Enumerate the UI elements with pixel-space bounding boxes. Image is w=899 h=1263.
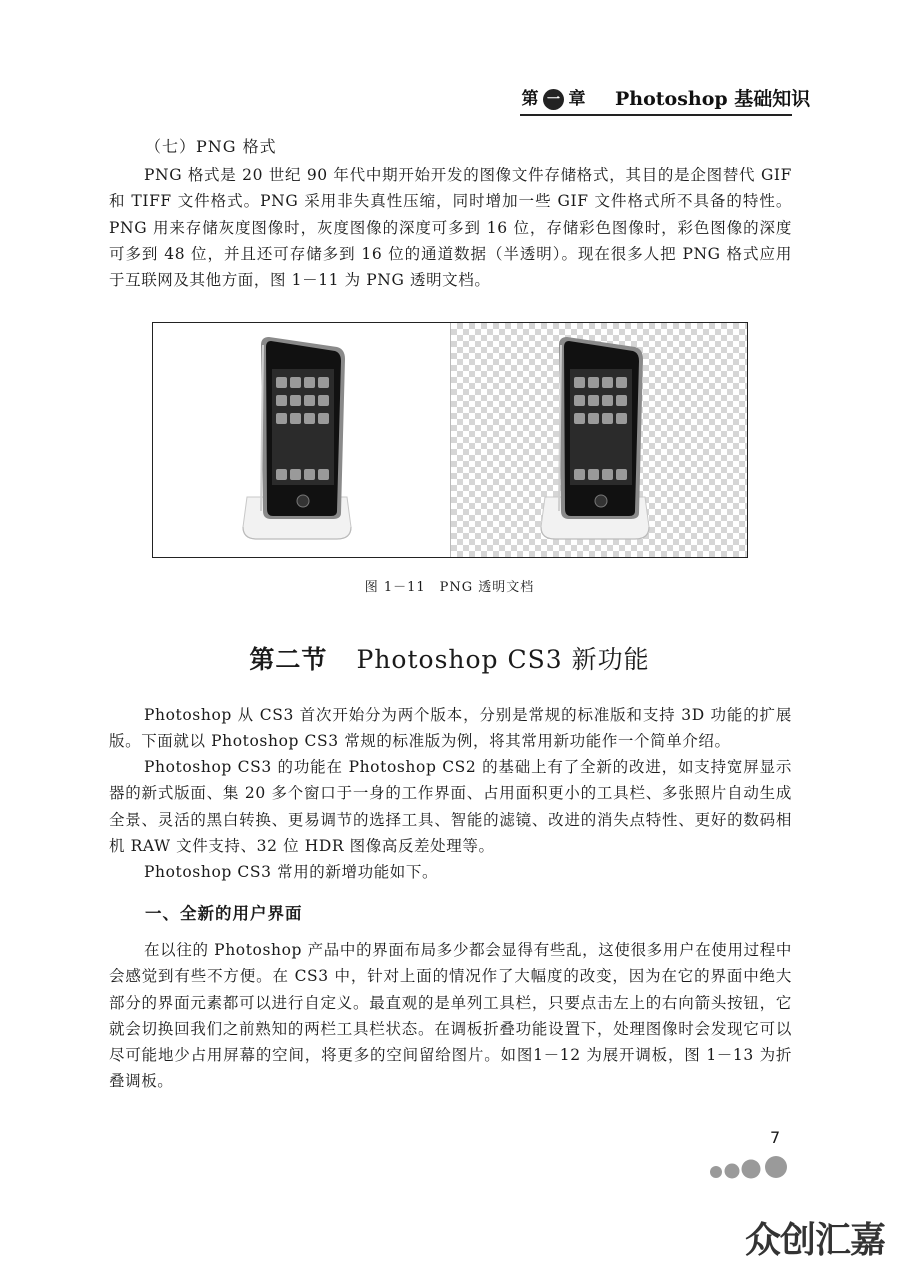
section-number: 第二节 [249,645,328,674]
paragraph-new-ui: 在以往的 Photoshop 产品中的界面布局多少都会显得有些乱，这使很多用户在使用过程中会感觉到有些不方便。在 CS3 中，针对上面的情况作了大幅度的改变，因为在它的界面中绝大部分的界面元素都可以进行自定义。最直观的是单列工具栏，只要点击左上的右向箭头按钮，它就会切换回我们之前熟知的两栏工具栏状态。在调板折叠功能设置下，处理图像时会发现它可以尽可能地少占用屏幕的空间，将更多的空间留给图片。如图1－12 为展开调板，图 1－13 为折叠调板。 [109,941,792,1091]
header-title: Photoshop 基础知识 [615,88,811,110]
chapter-prefix: 第 [521,89,539,109]
figure-panel-transparent-background [450,323,748,557]
chapter-suffix: 章 [568,89,586,109]
heading-new-ui: 一、全新的用户界面 [145,904,303,923]
page-decoration-dots [706,1152,796,1184]
paragraph-png: PNG 格式是 20 世纪 90 年代中期开始开发的图像文件存储格式，其目的是企图替代 GIF 和 TIFF 文件格式。PNG 采用非失真性压缩，同时增加一些 GIF 文件格式所不具备的特性。PNG 用来存储灰度图像时，灰度图像的深度可多到 16 位，存储彩色图像时，彩色图像的深度可多到 48 位，并且还可存储多到 16 位的通道数据（半透明）。现在很多人把 PNG 格式应用于互联网及其他方面，图 1－11 为 PNG 透明文档。 [109,166,792,290]
running-header [520,86,811,116]
figure-caption: 图 1－11 PNG 透明文档 [364,580,535,595]
phone-dock-image-transparent [531,329,671,557]
paragraph-feature-list-intro: Photoshop CS3 常用的新增功能如下。 [144,863,439,881]
section-title [0,640,899,676]
section-title-text: Photoshop CS3 新功能 [356,645,650,674]
paragraph-intro: Photoshop 从 CS3 首次开始分为两个版本，分别是常规的标准版和支持 3D 功能的扩展版。下面就以 Photoshop CS3 常规的标准版为例，将其常用新功能作一个简单介绍。 [109,706,792,751]
subsection-heading: （七）PNG 格式 [145,137,277,156]
paragraph-improvements: Photoshop CS3 的功能在 Photoshop CS2 的基础上有了全新的改进，如支持宽屏显示器的新式版面、集 20 多个窗口于一身的工作界面、占用面积更小的工具栏、多张照片自动生成全景、灵活的黑白转换、更易调节的选择工具、智能的滤镜、改进的消失点特性、更好的数码相机 RAW 文件支持、32 位 HDR 图像高反差处理等。 [109,758,792,855]
figure-panel-white-background [153,323,450,557]
figure-png-transparency [152,322,748,558]
chapter-label [520,86,587,112]
page-number: 7 [770,1128,781,1147]
phone-dock-image [233,329,373,557]
watermark-logo: 众创汇嘉 [745,1220,886,1261]
chapter-number-badge: 一 [543,89,564,110]
